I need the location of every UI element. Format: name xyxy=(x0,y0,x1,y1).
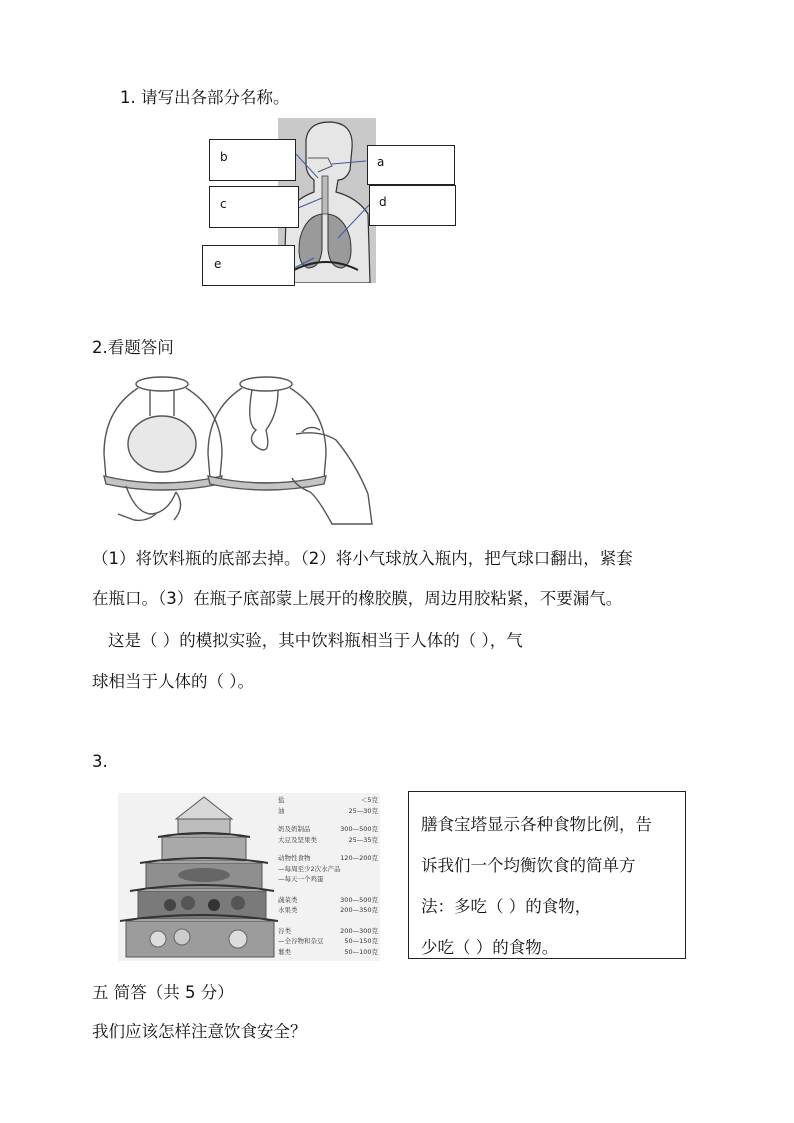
q2-paragraph-1-line-2: 在瓶口。（3）在瓶子底部蒙上展开的橡胶膜，周边用胶粘紧，不要漏气。 xyxy=(92,589,623,608)
info-line-4: 少吃（ ）的食物。 xyxy=(421,938,559,957)
label-c: c xyxy=(220,197,227,211)
label-box-d[interactable] xyxy=(369,185,456,226)
pyramid-row: 谷类 200—300克 xyxy=(278,926,378,935)
label-box-e[interactable] xyxy=(202,245,295,286)
q2-paragraph-2-line-1: 这是（ ）的模拟实验，其中饮料瓶相当于人体的（ ），气 xyxy=(108,631,523,650)
bottle-with-balloon xyxy=(104,377,222,520)
pyramid-row: 蔬菜类 300—500克 xyxy=(278,895,378,904)
pyramid-row: —每天一个鸡蛋 xyxy=(278,875,324,883)
pyramid-row: 薯类 50—100克 xyxy=(278,947,378,956)
bottle-deflated-balloon xyxy=(208,377,372,524)
section-5-question: 我们应该怎样注意饮食安全？ xyxy=(92,1022,307,1041)
label-e: e xyxy=(214,257,222,271)
food-pyramid-image xyxy=(118,793,380,961)
label-box-b[interactable] xyxy=(209,139,296,181)
pyramid-row: 大豆及坚果类 25—35克 xyxy=(278,835,378,844)
label-d: d xyxy=(379,195,387,209)
question-2-title: 2.看题答问 xyxy=(92,338,174,357)
pyramid-row: —每周至少2次水产品 xyxy=(278,864,341,873)
bottle-lung-model-illustration xyxy=(96,374,376,526)
info-line-2: 诉我们一个均衡饮食的简单方 xyxy=(421,856,636,875)
question-1-title: 1. 请写出各部分名称。 xyxy=(120,88,290,107)
pyramid-row: 油 25—30克 xyxy=(278,806,378,815)
label-a: a xyxy=(377,155,385,169)
label-b: b xyxy=(220,150,228,164)
pyramid-row: —全谷物和杂豆 50—150克 xyxy=(278,937,378,945)
dietary-pyramid-info-box xyxy=(408,791,686,959)
q2-paragraph-2-line-2: 球相当于人体的（ ）。 xyxy=(92,672,254,691)
pyramid-legend xyxy=(278,795,378,957)
pyramid-row: 动物性食物 120—200克 xyxy=(278,854,378,862)
label-box-c[interactable] xyxy=(209,186,299,228)
label-box-a[interactable] xyxy=(367,145,455,185)
question-3-title: 3. xyxy=(92,752,108,771)
section-5-title: 五 简答（共 5 分） xyxy=(92,983,234,1002)
pyramid-row: 奶及奶制品 300—500克 xyxy=(278,825,378,833)
info-line-1: 膳食宝塔显示各种食物比例，告 xyxy=(421,815,652,834)
food-pyramid-drawing xyxy=(118,793,278,961)
q2-paragraph-1-line-1: （1）将饮料瓶的底部去掉。（2）将小气球放入瓶内，把气球口翻出，紧套 xyxy=(92,549,633,568)
pyramid-row: 水果类 200—350克 xyxy=(278,906,378,914)
info-line-3: 法：多吃（ ）的食物， xyxy=(421,897,592,916)
pyramid-row: 盐 ＜5克 xyxy=(278,796,378,804)
